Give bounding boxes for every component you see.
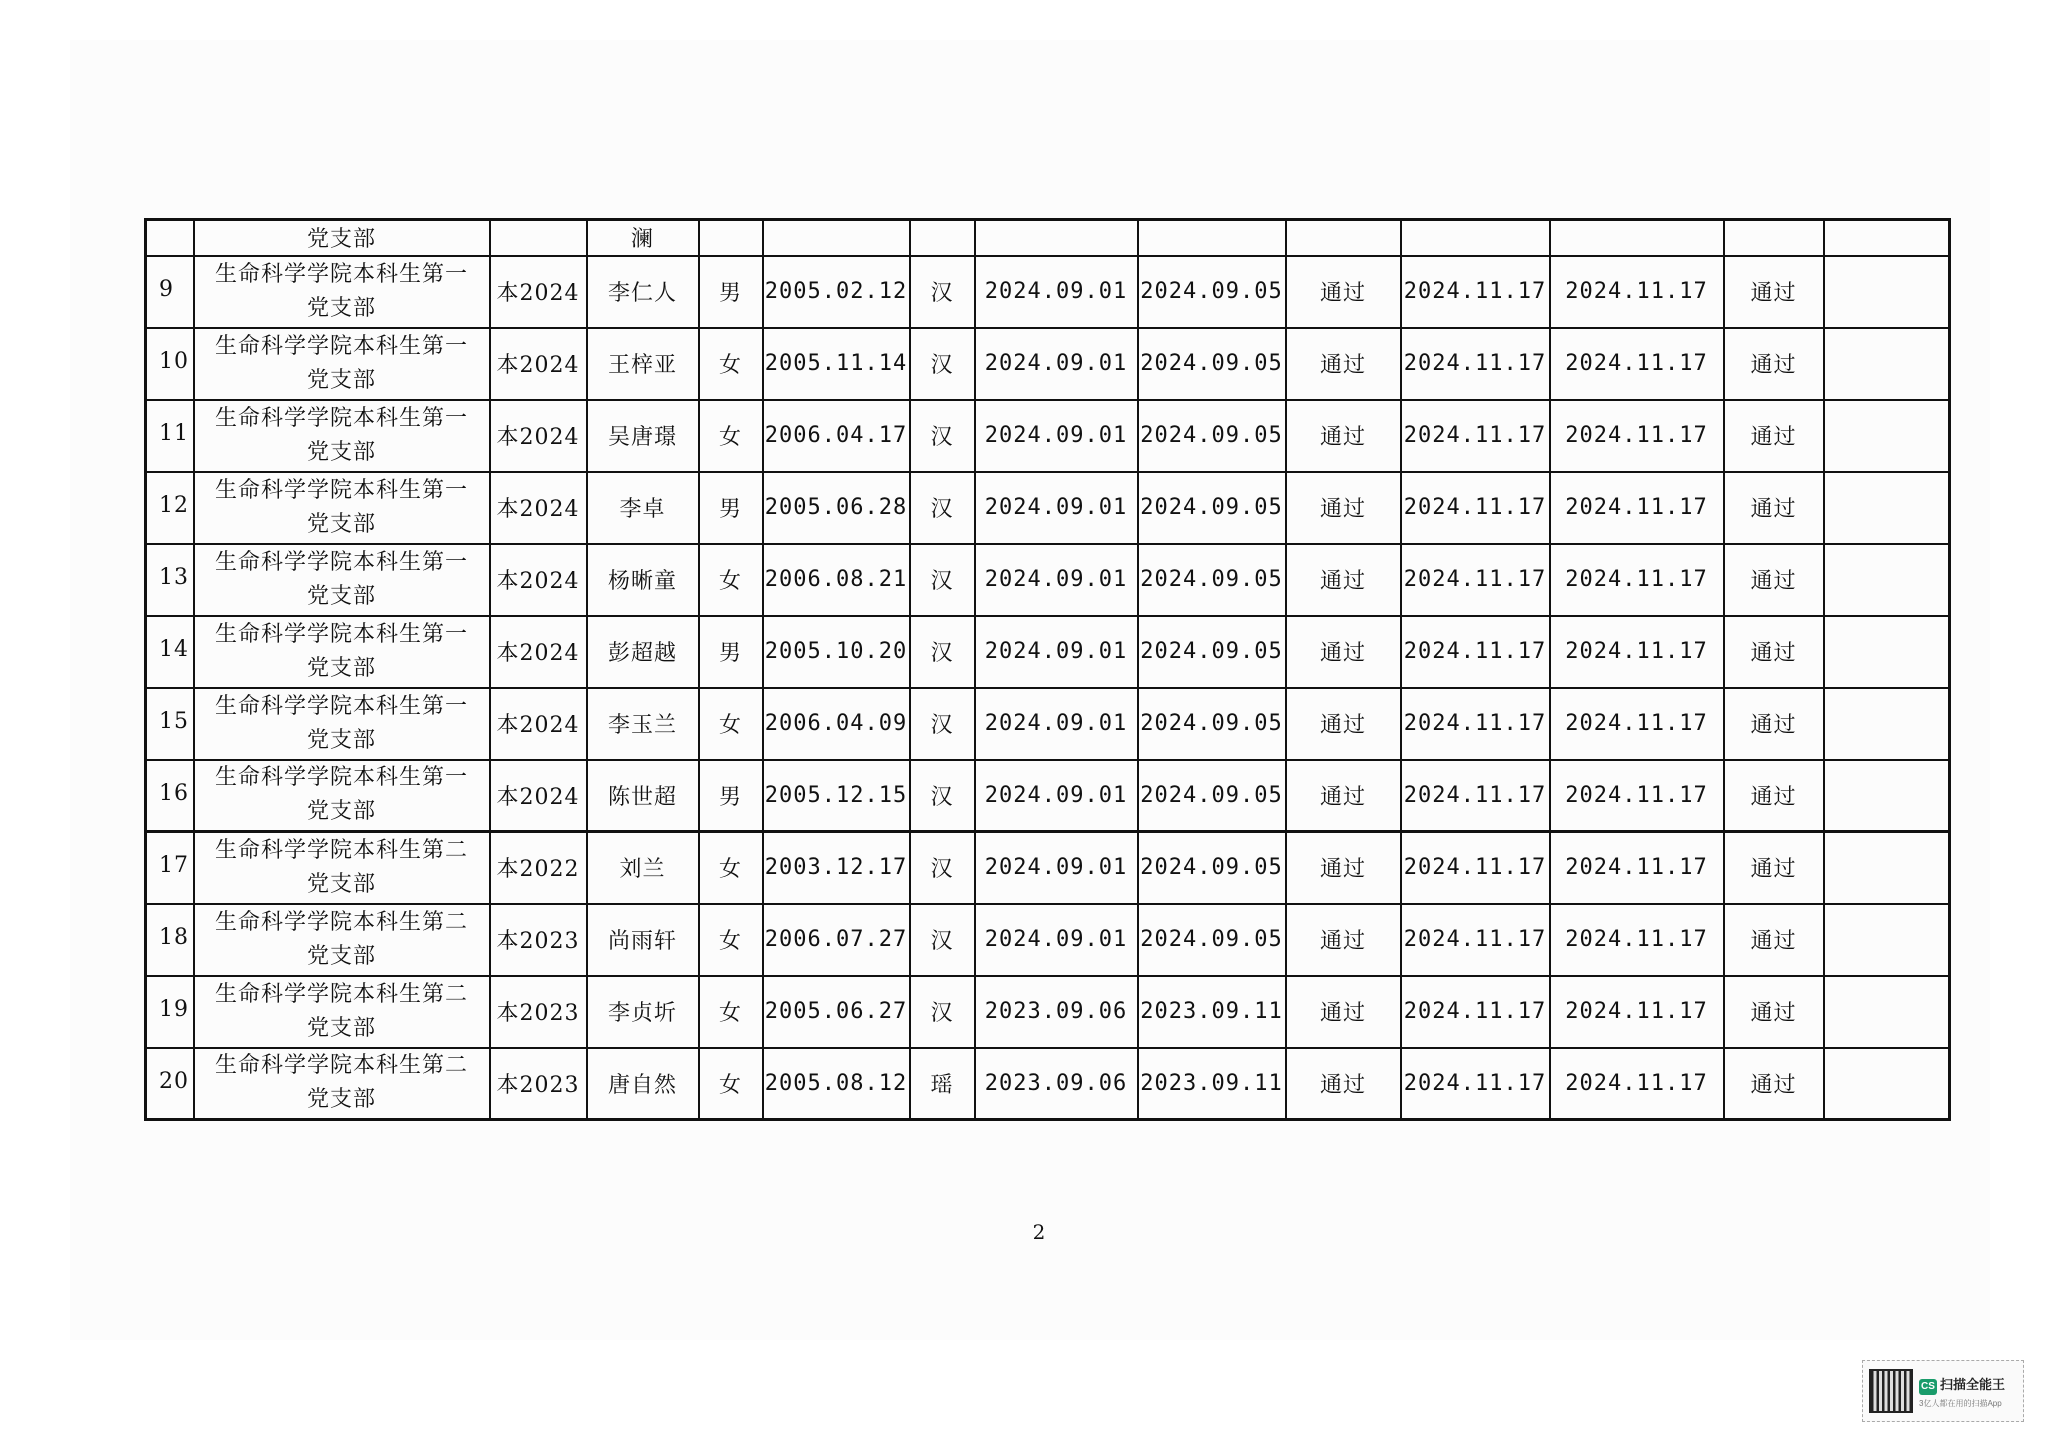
cell-grade: 本2024	[490, 544, 587, 616]
page-number: 2	[1032, 1220, 1046, 1244]
cell-result-b: 通过	[1724, 1048, 1824, 1120]
cell-grade: 本2023	[490, 976, 587, 1048]
cell-name: 李贞圻	[587, 976, 699, 1048]
cell-date-a: 2024.09.01	[975, 760, 1138, 832]
cell-branch: 生命科学学院本科生第一 党支部	[194, 760, 490, 832]
scanner-title: 扫描全能王	[1940, 1376, 2006, 1392]
cell-no: 20	[146, 1048, 194, 1120]
cell-date-d: 2024.11.17	[1550, 472, 1724, 544]
cell-branch: 生命科学学院本科生第一 党支部	[194, 688, 490, 760]
cell-branch: 生命科学学院本科生第二 党支部	[194, 904, 490, 976]
cell-note	[1824, 328, 1950, 400]
cell-name: 吴唐璟	[587, 400, 699, 472]
cell-birth: 2005.12.15	[763, 760, 910, 832]
cell-ethnicity: 瑶	[910, 1048, 975, 1120]
cell-date-c: 2024.11.17	[1401, 616, 1550, 688]
cell-date-a: 2024.09.01	[975, 544, 1138, 616]
cell-birth: 2006.04.17	[763, 400, 910, 472]
cell-ethnicity: 汉	[910, 904, 975, 976]
cell-result-a: 通过	[1286, 1048, 1401, 1120]
cell-note	[1824, 544, 1950, 616]
cell-grade: 本2024	[490, 688, 587, 760]
cell-date-c: 2024.11.17	[1401, 832, 1550, 904]
cell-result-b: 通过	[1724, 760, 1824, 832]
cell-date-b: 2024.09.05	[1138, 472, 1286, 544]
cell-date-a: 2024.09.01	[975, 400, 1138, 472]
cell-date-b: 2023.09.11	[1138, 976, 1286, 1048]
cell-result-b: 通过	[1724, 616, 1824, 688]
cell-no: 9	[146, 256, 194, 328]
cell-no: 15	[146, 688, 194, 760]
cell-grade: 本2024	[490, 472, 587, 544]
cell-birth: 2003.12.17	[763, 832, 910, 904]
cell-branch: 生命科学学院本科生第一 党支部	[194, 472, 490, 544]
cell-date-a: 2024.09.01	[975, 328, 1138, 400]
cell-note	[1824, 904, 1950, 976]
cell-birth: 2006.08.21	[763, 544, 910, 616]
cell-birth: 2005.06.28	[763, 472, 910, 544]
cell-grade: 本2024	[490, 328, 587, 400]
cell-date-b: 2024.09.05	[1138, 328, 1286, 400]
cell-no: 17	[146, 832, 194, 904]
cell-date-d: 2024.11.17	[1550, 760, 1724, 832]
cell-gender: 女	[699, 328, 763, 400]
cell-date-a: 2024.09.01	[975, 904, 1138, 976]
cell-date-c: 2024.11.17	[1401, 544, 1550, 616]
cell-result-a: 通过	[1286, 544, 1401, 616]
cell-result-a: 通过	[1286, 832, 1401, 904]
cell-grade: 本2023	[490, 1048, 587, 1120]
cell-date-c: 2024.11.17	[1401, 1048, 1550, 1120]
cell-date-b	[1138, 220, 1286, 256]
cell-note	[1824, 220, 1950, 256]
cell-name: 澜	[587, 220, 699, 256]
cell-date-a: 2023.09.06	[975, 976, 1138, 1048]
cell-date-a: 2023.09.06	[975, 1048, 1138, 1120]
cell-ethnicity: 汉	[910, 256, 975, 328]
table-row	[146, 976, 1950, 1048]
cell-gender: 女	[699, 832, 763, 904]
cell-branch: 生命科学学院本科生第一 党支部	[194, 544, 490, 616]
cell-date-a	[975, 220, 1138, 256]
cell-no: 13	[146, 544, 194, 616]
table-row	[146, 328, 1950, 400]
cell-gender: 女	[699, 904, 763, 976]
cell-no: 16	[146, 760, 194, 832]
cell-date-d: 2024.11.17	[1550, 400, 1724, 472]
cell-name: 刘兰	[587, 832, 699, 904]
cell-birth	[763, 220, 910, 256]
cell-birth: 2006.04.09	[763, 688, 910, 760]
cell-result-b: 通过	[1724, 544, 1824, 616]
cell-result-a: 通过	[1286, 472, 1401, 544]
member-roster-table	[144, 218, 1951, 1121]
cell-date-a: 2024.09.01	[975, 688, 1138, 760]
cell-grade: 本2024	[490, 400, 587, 472]
cell-ethnicity: 汉	[910, 400, 975, 472]
cell-date-c	[1401, 220, 1550, 256]
cell-date-b: 2024.09.05	[1138, 832, 1286, 904]
table-row	[146, 616, 1950, 688]
cell-result-b: 通过	[1724, 688, 1824, 760]
table-row	[146, 688, 1950, 760]
cell-result-b	[1724, 220, 1824, 256]
cell-date-c: 2024.11.17	[1401, 904, 1550, 976]
cell-result-b: 通过	[1724, 832, 1824, 904]
cell-gender: 女	[699, 976, 763, 1048]
cell-note	[1824, 688, 1950, 760]
cell-date-d: 2024.11.17	[1550, 616, 1724, 688]
cell-no: 19	[146, 976, 194, 1048]
cell-date-b: 2024.09.05	[1138, 256, 1286, 328]
cell-ethnicity: 汉	[910, 472, 975, 544]
cell-no: 11	[146, 400, 194, 472]
table-row	[146, 832, 1950, 904]
cell-branch: 生命科学学院本科生第一 党支部	[194, 328, 490, 400]
cell-date-c: 2024.11.17	[1401, 976, 1550, 1048]
cell-date-b: 2024.09.05	[1138, 760, 1286, 832]
cell-date-d: 2024.11.17	[1550, 832, 1724, 904]
cell-note	[1824, 760, 1950, 832]
cell-branch: 生命科学学院本科生第二 党支部	[194, 1048, 490, 1120]
cell-grade	[490, 220, 587, 256]
cell-branch: 生命科学学院本科生第二 党支部	[194, 976, 490, 1048]
cell-date-c: 2024.11.17	[1401, 760, 1550, 832]
cell-date-d: 2024.11.17	[1550, 688, 1724, 760]
cell-name: 杨晰童	[587, 544, 699, 616]
cell-result-a: 通过	[1286, 904, 1401, 976]
scanner-subtitle: 3亿人都在用的扫描App	[1919, 1398, 2002, 1408]
cell-no: 12	[146, 472, 194, 544]
scanner-watermark-badge	[1862, 1360, 2024, 1422]
table-row	[146, 544, 1950, 616]
cell-birth: 2005.08.12	[763, 1048, 910, 1120]
cell-gender: 女	[699, 688, 763, 760]
cell-gender: 男	[699, 760, 763, 832]
cell-birth: 2005.02.12	[763, 256, 910, 328]
cell-note	[1824, 1048, 1950, 1120]
table-row	[146, 904, 1950, 976]
cell-gender: 男	[699, 256, 763, 328]
cell-note	[1824, 832, 1950, 904]
cell-note	[1824, 616, 1950, 688]
cell-date-c: 2024.11.17	[1401, 688, 1550, 760]
cell-ethnicity: 汉	[910, 976, 975, 1048]
cell-grade: 本2024	[490, 616, 587, 688]
cell-branch: 生命科学学院本科生第二 党支部	[194, 832, 490, 904]
cell-date-c: 2024.11.17	[1401, 328, 1550, 400]
cell-name: 彭超越	[587, 616, 699, 688]
cell-branch: 生命科学学院本科生第一 党支部	[194, 400, 490, 472]
cell-result-a: 通过	[1286, 976, 1401, 1048]
cell-name: 李玉兰	[587, 688, 699, 760]
cell-date-c: 2024.11.17	[1401, 256, 1550, 328]
cell-date-d: 2024.11.17	[1550, 976, 1724, 1048]
cell-gender: 男	[699, 472, 763, 544]
continuation-row	[146, 220, 1950, 256]
cell-result-b: 通过	[1724, 976, 1824, 1048]
cell-result-b: 通过	[1724, 472, 1824, 544]
cell-date-d: 2024.11.17	[1550, 904, 1724, 976]
cell-gender: 女	[699, 544, 763, 616]
cell-ethnicity: 汉	[910, 328, 975, 400]
cell-result-b: 通过	[1724, 400, 1824, 472]
cell-result-a: 通过	[1286, 760, 1401, 832]
cell-note	[1824, 472, 1950, 544]
cell-note	[1824, 256, 1950, 328]
cell-result-b: 通过	[1724, 256, 1824, 328]
cell-date-c: 2024.11.17	[1401, 400, 1550, 472]
roster-body	[146, 220, 1950, 1120]
cell-date-b: 2024.09.05	[1138, 616, 1286, 688]
cell-birth: 2005.06.27	[763, 976, 910, 1048]
cell-grade: 本2023	[490, 904, 587, 976]
table-row	[146, 1048, 1950, 1120]
cell-ethnicity: 汉	[910, 832, 975, 904]
cell-name: 陈世超	[587, 760, 699, 832]
cell-no	[146, 220, 194, 256]
cell-name: 王梓亚	[587, 328, 699, 400]
cell-date-d: 2024.11.17	[1550, 328, 1724, 400]
cell-note	[1824, 976, 1950, 1048]
cell-date-d: 2024.11.17	[1550, 544, 1724, 616]
cell-date-a: 2024.09.01	[975, 832, 1138, 904]
qr-code-icon	[1869, 1369, 1913, 1413]
cell-no: 18	[146, 904, 194, 976]
cell-result-a: 通过	[1286, 688, 1401, 760]
cell-ethnicity	[910, 220, 975, 256]
cell-date-d: 2024.11.17	[1550, 1048, 1724, 1120]
cell-ethnicity: 汉	[910, 544, 975, 616]
cell-result-b: 通过	[1724, 904, 1824, 976]
table-row	[146, 400, 1950, 472]
cell-ethnicity: 汉	[910, 760, 975, 832]
cell-no: 14	[146, 616, 194, 688]
cell-date-b: 2024.09.05	[1138, 544, 1286, 616]
cell-gender: 女	[699, 400, 763, 472]
cell-branch: 生命科学学院本科生第一 党支部	[194, 256, 490, 328]
cell-date-a: 2024.09.01	[975, 256, 1138, 328]
cell-no: 10	[146, 328, 194, 400]
table-row	[146, 256, 1950, 328]
cell-date-b: 2024.09.05	[1138, 400, 1286, 472]
cell-result-a: 通过	[1286, 256, 1401, 328]
cs-logo-icon: CS	[1919, 1379, 1937, 1395]
cell-grade: 本2022	[490, 832, 587, 904]
cell-result-a: 通过	[1286, 400, 1401, 472]
cell-gender	[699, 220, 763, 256]
cell-date-b: 2023.09.11	[1138, 1048, 1286, 1120]
cell-date-d	[1550, 220, 1724, 256]
cell-note	[1824, 400, 1950, 472]
cell-gender: 女	[699, 1048, 763, 1120]
cell-branch: 生命科学学院本科生第一 党支部	[194, 616, 490, 688]
cell-birth: 2005.10.20	[763, 616, 910, 688]
table-row	[146, 760, 1950, 832]
cell-ethnicity: 汉	[910, 616, 975, 688]
cell-name: 尚雨轩	[587, 904, 699, 976]
cell-result-a	[1286, 220, 1401, 256]
cell-gender: 男	[699, 616, 763, 688]
cell-result-a: 通过	[1286, 328, 1401, 400]
cell-name: 李仁人	[587, 256, 699, 328]
cell-name: 唐自然	[587, 1048, 699, 1120]
cell-date-c: 2024.11.17	[1401, 472, 1550, 544]
cell-date-b: 2024.09.05	[1138, 688, 1286, 760]
cell-branch: 党支部	[194, 220, 490, 256]
cell-result-b: 通过	[1724, 328, 1824, 400]
cell-birth: 2005.11.14	[763, 328, 910, 400]
cell-date-b: 2024.09.05	[1138, 904, 1286, 976]
table-row	[146, 472, 1950, 544]
cell-grade: 本2024	[490, 256, 587, 328]
cell-date-d: 2024.11.17	[1550, 256, 1724, 328]
cell-result-a: 通过	[1286, 616, 1401, 688]
cell-name: 李卓	[587, 472, 699, 544]
cell-grade: 本2024	[490, 760, 587, 832]
cell-ethnicity: 汉	[910, 688, 975, 760]
cell-birth: 2006.07.27	[763, 904, 910, 976]
cell-date-a: 2024.09.01	[975, 616, 1138, 688]
cell-date-a: 2024.09.01	[975, 472, 1138, 544]
